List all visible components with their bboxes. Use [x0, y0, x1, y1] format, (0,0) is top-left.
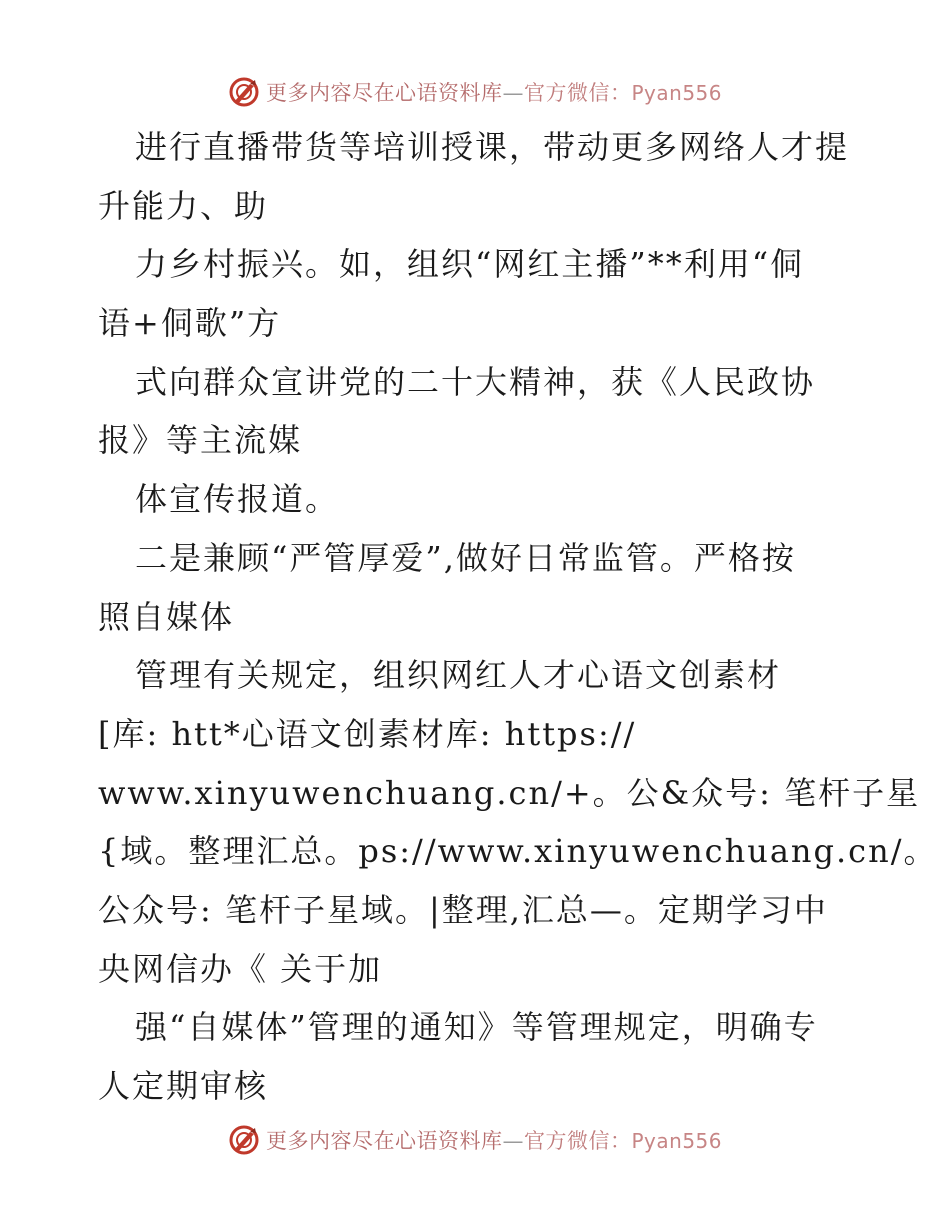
body-line: 公众号: 笔杆子星域。|整理,汇总—。定期学习中	[98, 890, 828, 929]
pen-logo-icon	[228, 1124, 260, 1156]
body-line: 人定期审核	[98, 1067, 269, 1105]
body-line: 进行直播带货等培训授课，带动更多网络人才提	[135, 128, 850, 166]
header-official-label: 官方微信：	[523, 81, 632, 105]
footer-banner-text	[266, 1125, 722, 1155]
body-line: 二是兼顾“严管厚爱”,做好日常监管。严格按	[135, 538, 796, 577]
header-banner-text	[266, 77, 722, 107]
body-line: [库: htt*心语文创素材库: https://	[98, 714, 637, 753]
body-line: www.xinyuwenchuang.cn/+。公&众号: 笔杆子星	[98, 773, 921, 812]
body-line: 语+侗歌”方	[98, 304, 282, 343]
body-line: 报》等主流媒	[98, 421, 303, 460]
body-line: 央网信办《 关于加	[98, 949, 383, 988]
header-separator: —	[502, 81, 524, 105]
header-handle: Pyan556	[631, 81, 722, 105]
body-line: 升能力、助	[98, 186, 269, 225]
document-body	[98, 118, 938, 1116]
pen-logo-icon	[228, 76, 260, 108]
footer-separator: —	[502, 1129, 524, 1153]
body-line: 管理有关规定，组织网红人才心语文创素材	[135, 656, 782, 695]
body-line: 照自媒体	[98, 597, 235, 636]
body-line: 体宣传报道。	[135, 480, 340, 519]
header-main-text: 更多内容尽在心语资料库	[265, 81, 503, 105]
footer-main-text: 更多内容尽在心语资料库	[265, 1129, 503, 1153]
footer-handle: Pyan556	[631, 1129, 722, 1153]
footer-banner	[0, 1120, 950, 1160]
body-line: 式向群众宣讲党的二十大精神，获《人民政协	[135, 362, 816, 401]
body-line: {域。整理汇总。ps://www.xinyuwenchuang.cn/。	[98, 832, 938, 871]
footer-official-label: 官方微信：	[523, 1129, 632, 1153]
body-line: 力乡村振兴。如，组织“网红主播”**利用“侗	[135, 245, 805, 284]
body-line: 强“自媒体”管理的通知》等管理规定，明确专	[135, 1008, 818, 1047]
header-banner	[0, 72, 950, 112]
